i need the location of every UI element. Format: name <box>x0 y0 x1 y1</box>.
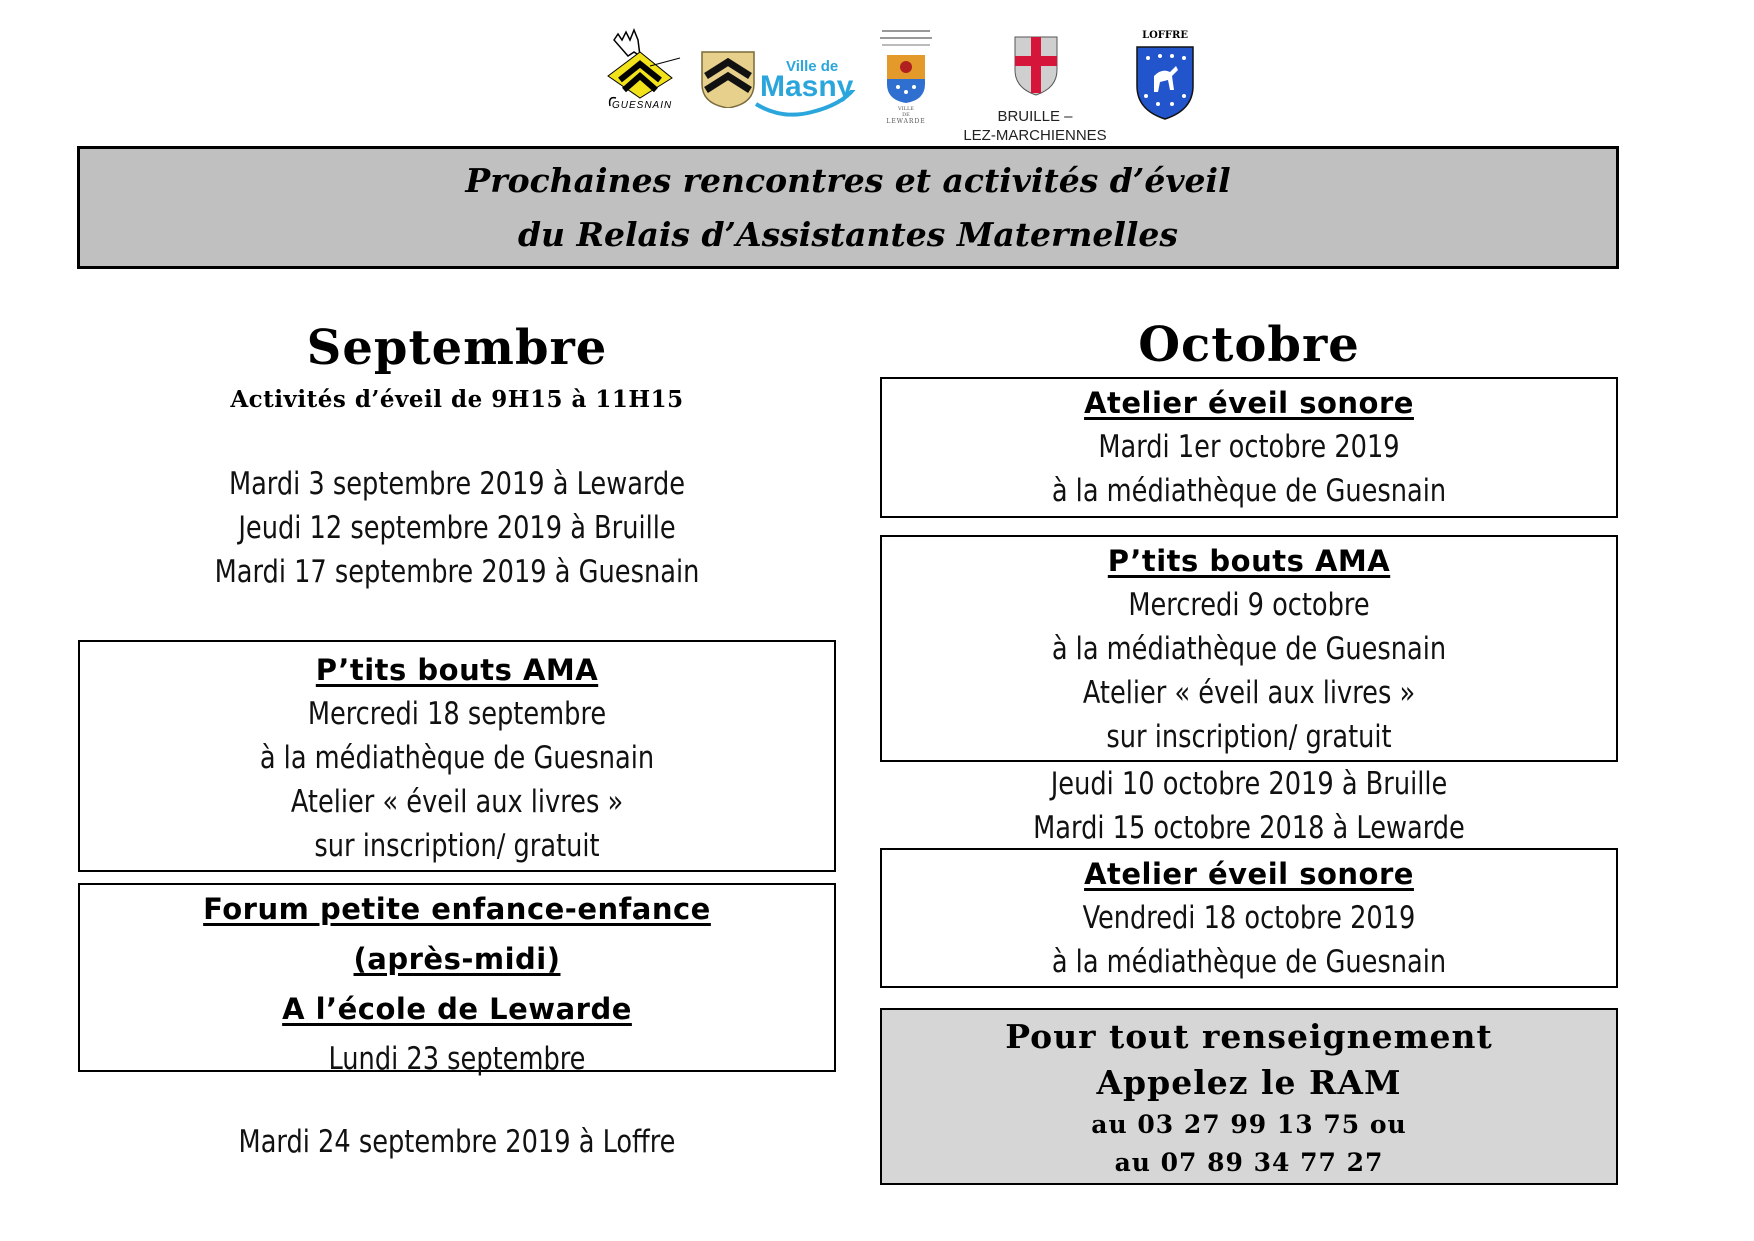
october-ama-line: Atelier « éveil aux livres » <box>1082 675 1416 711</box>
bruille-line2: LEZ-MARCHIENNES <box>963 127 1107 144</box>
october-ama-line: à la médiathèque de Guesnain <box>1051 631 1447 667</box>
loffre-label: LOFFRE <box>1142 30 1188 41</box>
contact-line1: Pour tout renseignement <box>1005 1017 1493 1056</box>
september-ama-line: Atelier « éveil aux livres » <box>290 784 624 820</box>
september-ama-box <box>78 640 836 872</box>
september-forum-box <box>78 883 836 1077</box>
contact-box <box>880 1008 1618 1185</box>
september-ama-line: à la médiathèque de Guesnain <box>259 740 655 776</box>
lewarde-header-text-line <box>880 37 932 39</box>
lewarde-header-text-line <box>882 30 930 32</box>
lewarde-shield-icon <box>886 54 926 104</box>
october-ama-line: Mercredi 9 octobre <box>1128 587 1370 623</box>
september-ama-line: Mercredi 18 septembre <box>307 696 607 732</box>
forum-title-line: (après-midi) <box>353 942 561 976</box>
lewarde-label-2: DE <box>902 112 910 118</box>
loffre-shield-icon <box>1136 46 1194 120</box>
logo-masny <box>700 46 860 116</box>
contact-phone-2: au 07 89 34 77 27 <box>1114 1148 1384 1177</box>
forum-date: Lundi 23 septembre <box>328 1041 586 1077</box>
lewarde-header-text-line <box>882 44 930 46</box>
october-date: Mardi 15 octobre 2018 à Lewarde <box>1033 810 1465 846</box>
october-sonore-box-2 <box>880 848 1618 988</box>
bruille-line1: BRUILLE – <box>997 108 1073 125</box>
september-ama-title: P’tits bouts AMA <box>315 653 599 687</box>
lewarde-label-3: LEWARDE <box>886 118 926 125</box>
masny-wave-icon <box>752 90 862 118</box>
banner-line2: du Relais d’Assistantes Maternelles <box>517 215 1179 254</box>
october-dates <box>880 762 1618 850</box>
october-sonore-box-1 <box>880 377 1618 518</box>
guesnain-label: GUESNAIN <box>612 100 673 111</box>
september-last-date: Mardi 24 septembre 2019 à Loffre <box>238 1124 676 1160</box>
masny-line2: Masny <box>760 70 854 103</box>
contact-phone-1: au 03 27 99 13 75 ou <box>1091 1110 1407 1139</box>
lewarde-label-1: VILLE <box>898 106 914 112</box>
september-date: Mardi 17 septembre 2019 à Guesnain <box>214 554 700 590</box>
september-ama-line: sur inscription/ gratuit <box>314 828 600 864</box>
october-title: Octobre <box>1138 317 1360 373</box>
logo-guesnain <box>600 26 684 116</box>
october-sonore-2-line: à la médiathèque de Guesnain <box>1051 944 1447 980</box>
october-sonore-1-title: Atelier éveil sonore <box>1084 386 1414 420</box>
banner-line1: Prochaines rencontres et activités d’éveil <box>465 161 1231 200</box>
masny-line1: Ville de <box>786 58 839 75</box>
september-date: Jeudi 12 septembre 2019 à Bruille <box>238 510 676 546</box>
october-ama-box <box>880 535 1618 762</box>
october-ama-title: P’tits bouts AMA <box>1107 544 1391 578</box>
bruille-shield-icon <box>1014 36 1058 96</box>
title-banner <box>77 146 1619 269</box>
logo-lewarde <box>876 28 936 124</box>
october-ama-line: sur inscription/ gratuit <box>1106 719 1392 755</box>
logo-loffre <box>1130 30 1200 122</box>
logo-bruille <box>950 34 1120 146</box>
september-title: Septembre <box>306 320 608 376</box>
october-sonore-2-line: Vendredi 18 octobre 2019 <box>1082 900 1416 936</box>
october-date: Jeudi 10 octobre 2019 à Bruille <box>1050 766 1448 802</box>
contact-line2: Appelez le RAM <box>1096 1063 1402 1102</box>
october-sonore-1-line: à la médiathèque de Guesnain <box>1051 473 1447 509</box>
forum-title-line: A l’école de Lewarde <box>282 992 632 1026</box>
october-sonore-1-line: Mardi 1er octobre 2019 <box>1098 429 1400 465</box>
october-sonore-2-title: Atelier éveil sonore <box>1084 857 1414 891</box>
forum-title-line: Forum petite enfance-enfance <box>203 892 711 926</box>
september-dates <box>78 462 836 594</box>
masny-shield-icon <box>700 50 756 108</box>
september-date: Mardi 3 septembre 2019 à Lewarde <box>228 466 686 502</box>
september-subtitle: Activités d’éveil de 9H15 à 11H15 <box>230 386 684 413</box>
